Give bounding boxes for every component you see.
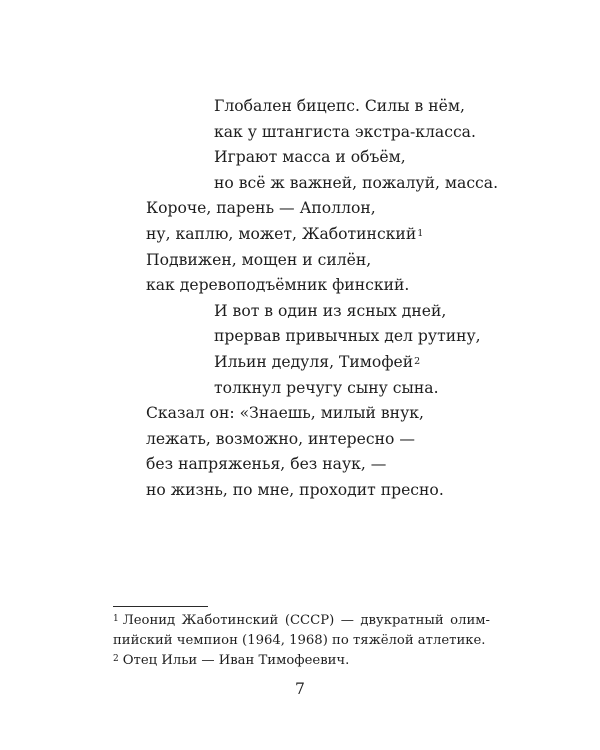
poem-line-text: Короче, парень — Аполлон, — [146, 199, 376, 218]
poem-line-text: как деревоподъёмник финский. — [146, 276, 410, 295]
poem-line — [146, 452, 476, 478]
poem-line-text: как у штангиста экстра-класса. — [214, 122, 476, 141]
poem-line — [146, 376, 476, 402]
page-number: 7 — [295, 680, 305, 698]
footnote-number: 2 — [113, 654, 119, 664]
footnote-item — [113, 611, 490, 651]
poem-line-text: И вот в один из ясных дней, — [214, 301, 447, 320]
poem-line — [146, 478, 476, 504]
poem-text — [146, 94, 499, 504]
poem-line — [146, 120, 476, 146]
poem-line-text: толкнул речугу сыну сына. — [214, 378, 439, 397]
poem-line — [146, 171, 499, 197]
poem-line — [146, 273, 476, 299]
poem-line — [146, 145, 476, 171]
poem-line-text: Сказал он: «Знаешь, милый внук, — [146, 404, 424, 423]
poem-line-text: Глобален бицепс. Силы в нём, — [214, 97, 465, 115]
poem-line-text: Подвижен, мощен и силён, — [146, 250, 372, 269]
footnote-text: Леонид Жаботинский (СССР) — двукратный олимпийский чемпион (1964, 1968) по тяжёлой атлетике. — [113, 613, 490, 648]
footnote-number: 1 — [113, 614, 119, 624]
poem-line-text: ну, каплю, может, Жаботинский — [146, 224, 417, 243]
footnotes — [113, 611, 490, 671]
poem-line-text: но всё ж важней, пожалуй, масса. — [214, 173, 499, 192]
footnote-item — [113, 651, 490, 671]
poem-line-text: лежать, возможно, интересно — — [146, 429, 415, 448]
footnote-divider — [113, 606, 208, 607]
poem-line-text: Ильин дедуля, Тимофей — [214, 352, 414, 371]
footnote-reference: 2 — [414, 355, 421, 367]
poem-line — [146, 299, 476, 325]
poem-line — [146, 324, 481, 350]
poem-line — [146, 248, 476, 274]
poem-line — [146, 401, 476, 427]
poem-line — [146, 222, 476, 248]
poem-line — [146, 427, 476, 453]
poem-line — [146, 196, 476, 222]
footnote-text: Отец Ильи — Иван Тимофеевич. — [122, 653, 350, 668]
poem-line — [146, 350, 476, 376]
poem-line — [146, 94, 476, 120]
footnote-reference: 1 — [417, 227, 424, 239]
poem-line-text: Играют масса и объём, — [214, 148, 406, 167]
poem-line-text: без напряженья, без наук, — — [146, 455, 387, 474]
poem-line-text: прервав привычных дел рутину, — [214, 327, 481, 346]
poem-line-text: но жизнь, по мне, проходит пресно. — [146, 480, 444, 499]
